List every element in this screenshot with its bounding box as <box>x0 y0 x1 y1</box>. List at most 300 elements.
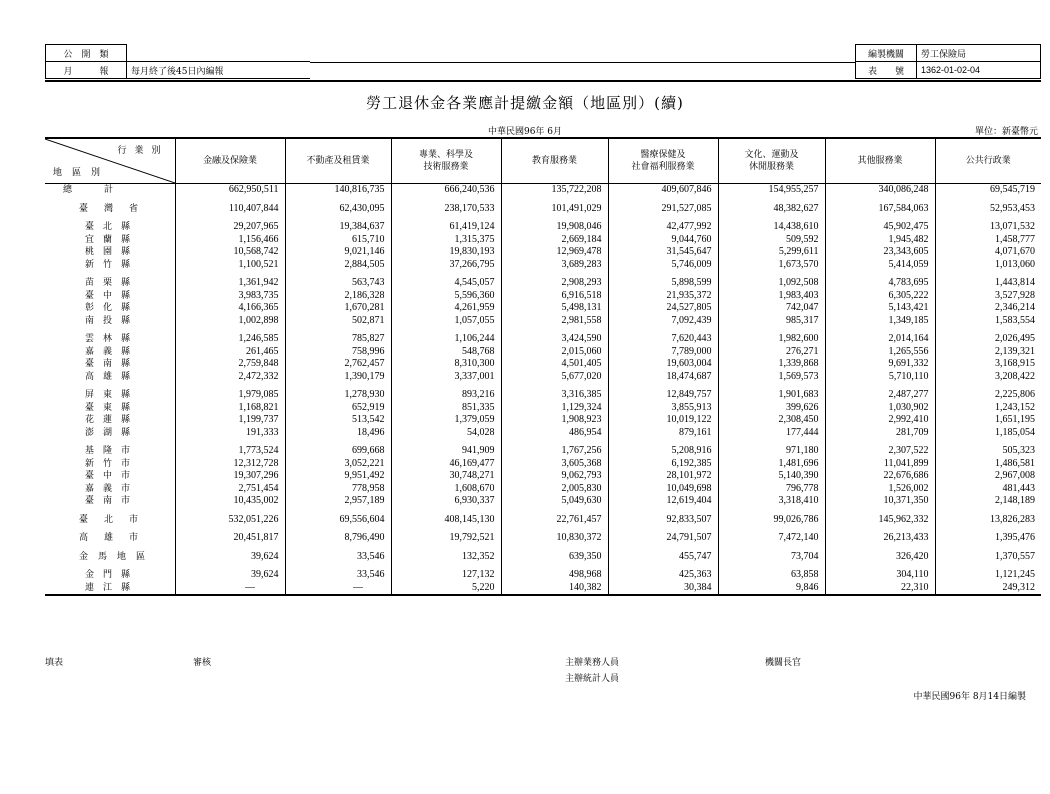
footer-business: 主辦業務人員 <box>565 658 620 668</box>
value-cell: 19,307,296 <box>175 470 285 483</box>
value-cell: 7,092,439 <box>608 315 718 328</box>
region-name: 總計 <box>63 185 146 195</box>
value-cell: 1,370,557 <box>935 551 1041 564</box>
value-cell: 481,443 <box>935 483 1041 496</box>
value-cell: 1,106,244 <box>391 333 501 346</box>
region-axis-label: 地區別 <box>53 168 111 178</box>
table-row <box>45 358 1041 371</box>
value-cell: 2,186,328 <box>285 290 391 303</box>
region-name: 臺南縣 <box>85 359 140 369</box>
value-cell: 666,240,536 <box>391 184 501 197</box>
value-cell: 304,110 <box>825 569 935 582</box>
value-cell: 5,208,916 <box>608 445 718 458</box>
value-cell: 52,953,453 <box>935 203 1041 216</box>
value-cell: 3,983,735 <box>175 290 285 303</box>
value-cell: 9,846 <box>718 582 825 596</box>
column-header: 公共行政業 <box>935 138 1041 184</box>
value-cell: 3,855,913 <box>608 402 718 415</box>
compiling-agency-label: 編製機關 <box>856 45 917 62</box>
header-left-box <box>45 44 310 79</box>
value-cell: 5,299,611 <box>718 246 825 259</box>
value-cell: 145,962,332 <box>825 514 935 527</box>
column-header: 醫療保健及 社會福利服務業 <box>608 138 718 184</box>
value-cell: 1,390,179 <box>285 371 391 384</box>
value-cell: 46,169,477 <box>391 458 501 471</box>
region-name: 屏東縣 <box>85 390 140 400</box>
table-row <box>45 302 1041 315</box>
value-cell: 5,049,630 <box>501 495 608 508</box>
value-cell: 1,315,375 <box>391 234 501 247</box>
region-name: 基隆市 <box>85 446 140 456</box>
value-cell: 1,481,696 <box>718 458 825 471</box>
region-name: 連江縣 <box>45 582 175 596</box>
value-cell: 1,002,898 <box>175 315 285 328</box>
value-cell: 132,352 <box>391 551 501 564</box>
value-cell: 879,161 <box>608 427 718 440</box>
footer-head: 機關長官 <box>765 658 802 668</box>
table-row <box>45 402 1041 415</box>
value-cell: 1,651,195 <box>935 414 1041 427</box>
value-cell: 4,501,405 <box>501 358 608 371</box>
value-cell: 5,746,009 <box>608 259 718 272</box>
value-cell: 758,996 <box>285 346 391 359</box>
region-name: 臺中市 <box>85 471 140 481</box>
value-cell: 5,898,599 <box>608 277 718 290</box>
value-cell: 30,748,271 <box>391 470 501 483</box>
footer-stats: 主辦統計人員 <box>565 674 620 684</box>
value-cell: 9,062,793 <box>501 470 608 483</box>
value-cell: 127,132 <box>391 569 501 582</box>
value-cell: 851,335 <box>391 402 501 415</box>
value-cell: 2,908,293 <box>501 277 608 290</box>
value-cell: 8,310,300 <box>391 358 501 371</box>
value-cell: 19,603,004 <box>608 358 718 371</box>
value-cell: 1,361,942 <box>175 277 285 290</box>
value-cell: 2,487,277 <box>825 389 935 402</box>
value-cell: 140,382 <box>501 582 608 596</box>
value-cell: 13,826,283 <box>935 514 1041 527</box>
table-row <box>45 259 1041 272</box>
value-cell: 2,307,522 <box>825 445 935 458</box>
value-cell: 486,954 <box>501 427 608 440</box>
region-name: 臺東縣 <box>85 402 140 413</box>
value-cell: 1,185,054 <box>935 427 1041 440</box>
table-row <box>45 445 1041 458</box>
header-mid-line <box>310 62 855 63</box>
value-cell: 639,350 <box>501 551 608 564</box>
table-number-label: 表 號 <box>856 62 917 79</box>
period-label: 中華民國96年 6月 <box>487 127 563 137</box>
value-cell: 5,143,421 <box>825 302 935 315</box>
value-cell: 3,316,385 <box>501 389 608 402</box>
value-cell: 39,624 <box>175 569 285 582</box>
value-cell: 2,957,189 <box>285 495 391 508</box>
region-name: 桃園縣 <box>85 247 140 257</box>
value-cell: 99,026,786 <box>718 514 825 527</box>
value-cell: 9,044,760 <box>608 234 718 247</box>
table-row <box>45 315 1041 328</box>
value-cell: 2,472,332 <box>175 371 285 384</box>
value-cell: 92,833,507 <box>608 514 718 527</box>
value-cell: 12,849,757 <box>608 389 718 402</box>
value-cell: 3,527,928 <box>935 290 1041 303</box>
value-cell: 615,710 <box>285 234 391 247</box>
value-cell: 4,071,670 <box>935 246 1041 259</box>
value-cell: 3,052,221 <box>285 458 391 471</box>
value-cell: 1,030,902 <box>825 402 935 415</box>
value-cell: 69,556,604 <box>285 514 391 527</box>
value-cell: 33,546 <box>285 551 391 564</box>
value-cell: 12,312,728 <box>175 458 285 471</box>
value-cell: 5,414,059 <box>825 259 935 272</box>
value-cell: 563,743 <box>285 277 391 290</box>
header-right-box <box>855 44 1041 79</box>
value-cell: 29,207,965 <box>175 221 285 234</box>
value-cell: 8,796,490 <box>285 532 391 545</box>
value-cell: 24,527,805 <box>608 302 718 315</box>
table-row <box>45 184 1041 197</box>
value-cell: 1,395,476 <box>935 532 1041 545</box>
value-cell: 2,026,495 <box>935 333 1041 346</box>
value-cell: — <box>175 582 285 596</box>
value-cell: 3,689,283 <box>501 259 608 272</box>
value-cell: 7,620,443 <box>608 333 718 346</box>
value-cell: 42,477,992 <box>608 221 718 234</box>
value-cell: 1,156,466 <box>175 234 285 247</box>
region-name: 嘉義市 <box>85 483 140 494</box>
value-cell: 1,199,737 <box>175 414 285 427</box>
value-cell: 249,312 <box>935 582 1041 596</box>
value-cell: 3,208,422 <box>935 371 1041 384</box>
value-cell: 1,129,324 <box>501 402 608 415</box>
value-cell: 37,266,795 <box>391 259 501 272</box>
table-row <box>45 277 1041 290</box>
value-cell: 2,751,454 <box>175 483 285 496</box>
value-cell: 796,778 <box>718 483 825 496</box>
column-header: 專業、科學及 技術服務業 <box>391 138 501 184</box>
value-cell: 1,569,573 <box>718 371 825 384</box>
page-title: 勞工退休金各業應計提繳金額（地區別）(續) <box>366 94 684 112</box>
value-cell: 9,691,332 <box>825 358 935 371</box>
value-cell: 1,767,256 <box>501 445 608 458</box>
value-cell: 5,710,110 <box>825 371 935 384</box>
table-row <box>45 495 1041 508</box>
value-cell: 6,930,337 <box>391 495 501 508</box>
value-cell: 2,014,164 <box>825 333 935 346</box>
value-cell: 1,278,930 <box>285 389 391 402</box>
value-cell: 69,545,719 <box>935 184 1041 197</box>
value-cell: 1,773,524 <box>175 445 285 458</box>
value-cell: 2,308,450 <box>718 414 825 427</box>
value-cell: 48,382,627 <box>718 203 825 216</box>
region-name: 宜蘭縣 <box>85 234 140 245</box>
value-cell: 135,722,208 <box>501 184 608 197</box>
value-cell: 7,472,140 <box>718 532 825 545</box>
value-cell: 291,527,085 <box>608 203 718 216</box>
value-cell: — <box>285 582 391 596</box>
value-cell: 2,346,214 <box>935 302 1041 315</box>
value-cell: 340,086,248 <box>825 184 935 197</box>
table-row <box>45 203 1041 216</box>
value-cell: 941,909 <box>391 445 501 458</box>
value-cell: 4,261,959 <box>391 302 501 315</box>
region-name: 花蓮縣 <box>85 415 140 425</box>
value-cell: 1,901,683 <box>718 389 825 402</box>
value-cell: 11,041,899 <box>825 458 935 471</box>
value-cell: 2,759,848 <box>175 358 285 371</box>
value-cell: 1,458,777 <box>935 234 1041 247</box>
value-cell: 45,902,475 <box>825 221 935 234</box>
value-cell: 191,333 <box>175 427 285 440</box>
table-row <box>45 389 1041 402</box>
region-name: 臺中縣 <box>85 290 140 301</box>
region-name: 金馬地區 <box>79 551 156 562</box>
value-cell: 1,349,185 <box>825 315 935 328</box>
industry-axis-label: 行業別 <box>117 146 169 156</box>
value-cell: 455,747 <box>608 551 718 564</box>
value-cell: 1,092,508 <box>718 277 825 290</box>
value-cell: 2,981,558 <box>501 315 608 328</box>
value-cell: 2,005,830 <box>501 483 608 496</box>
value-cell: 281,709 <box>825 427 935 440</box>
value-cell: 238,170,533 <box>391 203 501 216</box>
table-row <box>45 333 1041 346</box>
value-cell: 1,583,554 <box>935 315 1041 328</box>
value-cell: 10,049,698 <box>608 483 718 496</box>
footer-fill: 填表 <box>45 658 64 668</box>
value-cell: 3,605,368 <box>501 458 608 471</box>
table-row <box>45 246 1041 259</box>
value-cell: 28,101,972 <box>608 470 718 483</box>
value-cell: 19,384,637 <box>285 221 391 234</box>
value-cell: 1,608,670 <box>391 483 501 496</box>
value-cell: 1,945,482 <box>825 234 935 247</box>
region-name: 嘉義縣 <box>85 346 140 357</box>
value-cell: 3,424,590 <box>501 333 608 346</box>
value-cell: 21,935,372 <box>608 290 718 303</box>
value-cell: 63,858 <box>718 569 825 582</box>
value-cell: 30,384 <box>608 582 718 596</box>
value-cell: 4,783,695 <box>825 277 935 290</box>
value-cell: 1,100,521 <box>175 259 285 272</box>
region-name: 澎湖縣 <box>85 427 140 438</box>
region-name: 臺灣省 <box>79 203 155 214</box>
region-name: 臺北市 <box>79 514 155 525</box>
table-row <box>45 290 1041 303</box>
value-cell: 1,979,085 <box>175 389 285 402</box>
column-header: 其他服務業 <box>825 138 935 184</box>
value-cell: 1,121,245 <box>935 569 1041 582</box>
value-cell: 409,607,846 <box>608 184 718 197</box>
region-name: 高雄市 <box>79 533 155 543</box>
value-cell: 971,180 <box>718 445 825 458</box>
value-cell: 276,271 <box>718 346 825 359</box>
value-cell: 10,830,372 <box>501 532 608 545</box>
value-cell: 1,265,556 <box>825 346 935 359</box>
value-cell: 5,498,131 <box>501 302 608 315</box>
value-cell: 2,762,457 <box>285 358 391 371</box>
value-cell: 110,407,844 <box>175 203 285 216</box>
value-cell: 2,225,806 <box>935 389 1041 402</box>
value-cell: 19,792,521 <box>391 532 501 545</box>
column-header: 文化、運動及 休閒服務業 <box>718 138 825 184</box>
value-cell: 2,015,060 <box>501 346 608 359</box>
value-cell: 2,139,321 <box>935 346 1041 359</box>
table-row <box>45 514 1041 527</box>
region-name: 臺北縣 <box>85 222 140 232</box>
table-row <box>45 582 1041 596</box>
value-cell: 5,140,390 <box>718 470 825 483</box>
report-type-value: 每月終了後45日內編報 <box>127 62 311 79</box>
value-cell: 10,371,350 <box>825 495 935 508</box>
table-row <box>45 483 1041 496</box>
header-rule <box>45 80 1041 82</box>
value-cell: 6,192,385 <box>608 458 718 471</box>
value-cell: 22,310 <box>825 582 935 596</box>
value-cell: 73,704 <box>718 551 825 564</box>
value-cell: 12,969,478 <box>501 246 608 259</box>
value-cell: 2,992,410 <box>825 414 935 427</box>
column-header: 金融及保險業 <box>175 138 285 184</box>
value-cell: 3,168,915 <box>935 358 1041 371</box>
value-cell: 662,950,511 <box>175 184 285 197</box>
value-cell: 785,827 <box>285 333 391 346</box>
value-cell: 509,592 <box>718 234 825 247</box>
value-cell: 3,318,410 <box>718 495 825 508</box>
value-cell: 177,444 <box>718 427 825 440</box>
value-cell: 13,071,532 <box>935 221 1041 234</box>
value-cell: 18,496 <box>285 427 391 440</box>
value-cell: 24,791,507 <box>608 532 718 545</box>
value-cell: 532,051,226 <box>175 514 285 527</box>
value-cell: 1,443,814 <box>935 277 1041 290</box>
table-row <box>45 371 1041 384</box>
compiling-agency-value: 勞工保險局 <box>917 45 1041 62</box>
value-cell: 7,789,000 <box>608 346 718 359</box>
table-row <box>45 427 1041 440</box>
value-cell: 6,916,518 <box>501 290 608 303</box>
public-category-label: 公 開 類 <box>46 45 127 62</box>
value-cell: 1,526,002 <box>825 483 935 496</box>
value-cell: 5,596,360 <box>391 290 501 303</box>
value-cell: 154,955,257 <box>718 184 825 197</box>
value-cell: 261,465 <box>175 346 285 359</box>
value-cell: 26,213,433 <box>825 532 935 545</box>
value-cell: 14,438,610 <box>718 221 825 234</box>
value-cell: 513,542 <box>285 414 391 427</box>
value-cell: 778,958 <box>285 483 391 496</box>
value-cell: 140,816,735 <box>285 184 391 197</box>
value-cell: 10,435,002 <box>175 495 285 508</box>
value-cell: 2,967,008 <box>935 470 1041 483</box>
region-name: 新竹縣 <box>85 259 140 270</box>
table-header-row <box>45 138 1041 184</box>
value-cell: 167,584,063 <box>825 203 935 216</box>
column-header: 不動產及租賃業 <box>285 138 391 184</box>
value-cell: 5,677,020 <box>501 371 608 384</box>
table-row <box>45 346 1041 359</box>
table-number-value: 1362-01-02-04 <box>917 62 1041 79</box>
value-cell: 54,028 <box>391 427 501 440</box>
value-cell: 2,669,184 <box>501 234 608 247</box>
value-cell: 399,626 <box>718 402 825 415</box>
region-name: 苗栗縣 <box>85 278 140 288</box>
value-cell: 33,546 <box>285 569 391 582</box>
value-cell: 5,220 <box>391 582 501 596</box>
value-cell: 2,148,189 <box>935 495 1041 508</box>
value-cell: 62,430,095 <box>285 203 391 216</box>
table-row <box>45 551 1041 564</box>
value-cell: 1,908,923 <box>501 414 608 427</box>
value-cell: 1,243,152 <box>935 402 1041 415</box>
value-cell: 61,419,124 <box>391 221 501 234</box>
column-header: 教育服務業 <box>501 138 608 184</box>
value-cell: 1,670,281 <box>285 302 391 315</box>
value-cell: 4,166,365 <box>175 302 285 315</box>
table-row <box>45 569 1041 582</box>
region-name: 新竹市 <box>85 458 140 469</box>
value-cell: 6,305,222 <box>825 290 935 303</box>
value-cell: 1,982,600 <box>718 333 825 346</box>
value-cell: 10,568,742 <box>175 246 285 259</box>
data-table <box>45 137 1041 596</box>
value-cell: 1,246,585 <box>175 333 285 346</box>
value-cell: 23,343,605 <box>825 246 935 259</box>
footer-review: 審核 <box>193 658 212 668</box>
table-row <box>45 458 1041 471</box>
value-cell: 502,871 <box>285 315 391 328</box>
value-cell: 10,019,122 <box>608 414 718 427</box>
region-name: 金門縣 <box>85 570 140 580</box>
value-cell: 652,919 <box>285 402 391 415</box>
value-cell: 22,761,457 <box>501 514 608 527</box>
table-row <box>45 221 1041 234</box>
value-cell: 101,491,029 <box>501 203 608 216</box>
value-cell: 408,145,130 <box>391 514 501 527</box>
value-cell: 1,057,055 <box>391 315 501 328</box>
value-cell: 19,908,046 <box>501 221 608 234</box>
value-cell: 498,968 <box>501 569 608 582</box>
value-cell: 1,379,059 <box>391 414 501 427</box>
value-cell: 1,486,581 <box>935 458 1041 471</box>
value-cell: 3,337,001 <box>391 371 501 384</box>
region-name: 彰化縣 <box>85 303 140 313</box>
region-name: 臺南市 <box>85 496 140 506</box>
value-cell: 1,339,868 <box>718 358 825 371</box>
report-type-label: 月 報 <box>46 62 127 79</box>
footer-date: 中華民國96年 8月14日編製 <box>913 692 1026 702</box>
value-cell: 505,323 <box>935 445 1041 458</box>
value-cell: 22,676,686 <box>825 470 935 483</box>
value-cell: 9,021,146 <box>285 246 391 259</box>
value-cell: 18,474,687 <box>608 371 718 384</box>
unit-label: 單位：新臺幣元 <box>974 127 1038 137</box>
value-cell: 20,451,817 <box>175 532 285 545</box>
value-cell: 19,830,193 <box>391 246 501 259</box>
region-name: 高雄縣 <box>85 371 140 382</box>
value-cell: 39,624 <box>175 551 285 564</box>
value-cell: 9,951,492 <box>285 470 391 483</box>
value-cell: 4,545,057 <box>391 277 501 290</box>
value-cell: 425,363 <box>608 569 718 582</box>
region-name: 雲林縣 <box>85 334 140 344</box>
corner-header <box>45 138 175 184</box>
value-cell: 548,768 <box>391 346 501 359</box>
value-cell: 12,619,404 <box>608 495 718 508</box>
value-cell: 893,216 <box>391 389 501 402</box>
value-cell: 699,668 <box>285 445 391 458</box>
value-cell: 31,545,647 <box>608 246 718 259</box>
